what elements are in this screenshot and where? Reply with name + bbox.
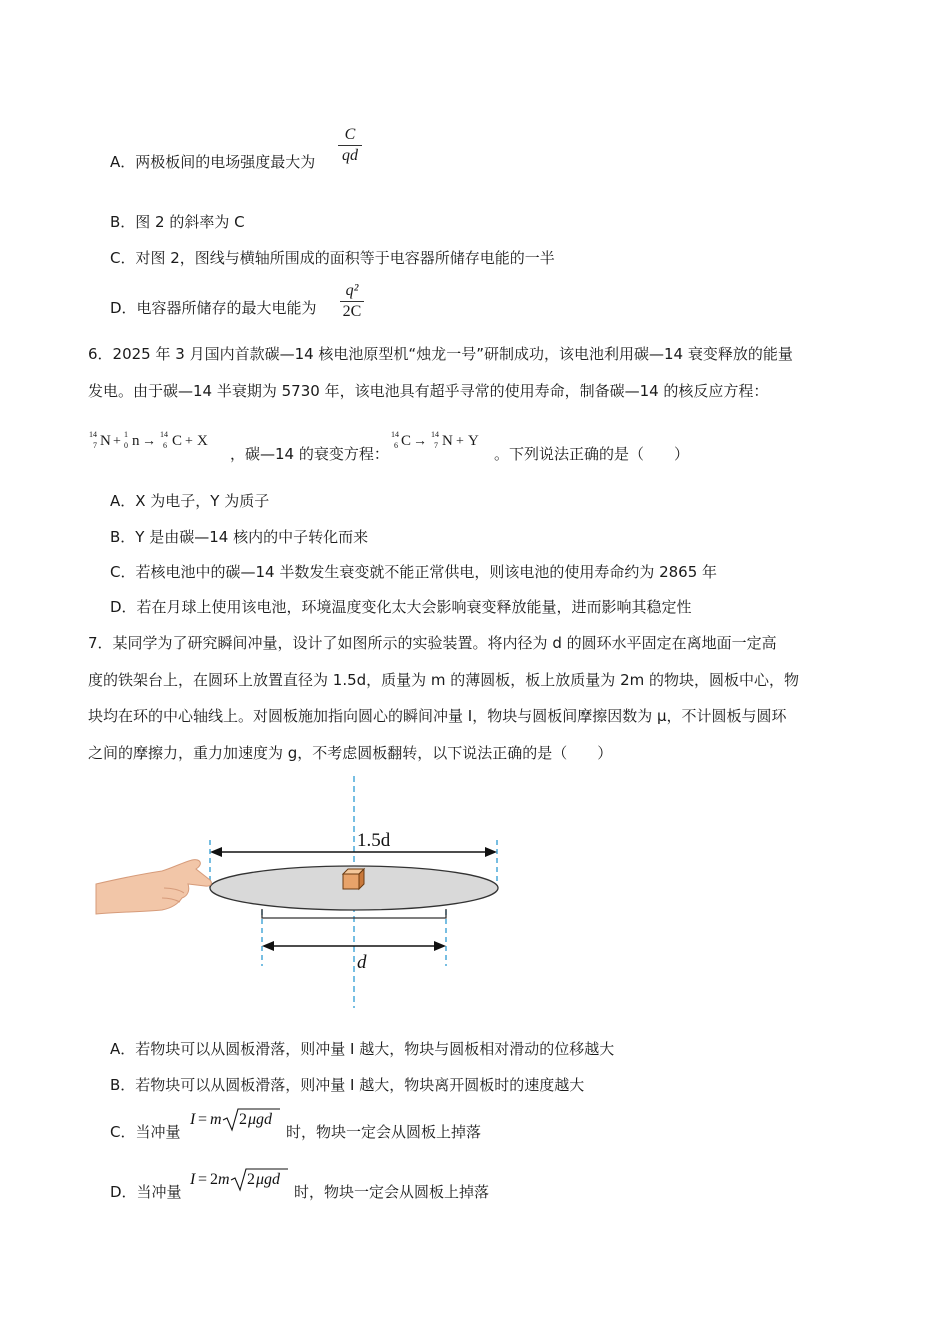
q6-option-d: D．若在月球上使用该电池，环境温度变化太大会影响衰变释放能量，进而影响其稳定性	[110, 598, 692, 616]
q7-option-d-formula-render	[188, 1166, 293, 1194]
q7-stem-line2: 度的铁架台上，在圆环上放置直径为 1.5d，质量为 m 的薄圆板，板上放质量为 2m 的物块，圆板中心，物	[88, 671, 799, 689]
q5-option-d-formula: q² 2C	[340, 282, 364, 321]
svg-text:C: C	[401, 433, 412, 449]
q7-option-d-formula	[188, 1166, 293, 1198]
svg-text:0: 0	[124, 441, 128, 450]
q5-option-c: C．对图 2，图线与横轴所围成的面积等于电容器所储存电能的一半	[110, 249, 555, 267]
q6-option-b: B．Y 是由碳—14 核内的中子转化而来	[110, 528, 369, 546]
svg-text:N: N	[442, 433, 453, 449]
svg-text:14: 14	[160, 430, 168, 439]
svg-text:N: N	[100, 433, 111, 449]
q6-stem-end: 。下列说法正确的是（ ）	[494, 445, 690, 463]
q7-option-c-formula	[188, 1106, 283, 1138]
svg-text:=: =	[198, 1171, 208, 1188]
svg-text:μgd: μgd	[256, 1171, 281, 1188]
svg-text:2: 2	[210, 1171, 218, 1188]
svg-text:X: X	[197, 433, 208, 449]
label-1-5d: 1.5d	[357, 830, 391, 851]
q6-option-c: C．若核电池中的碳—14 半数发生衰变就不能正常供电，则该电池的使用寿命约为 2865 年	[110, 563, 718, 581]
svg-text:14: 14	[431, 430, 439, 439]
q6-equation-formation-render	[88, 429, 228, 455]
hand-icon	[96, 860, 211, 914]
q6-option-a: A．X 为电子，Y 为质子	[110, 492, 270, 510]
svg-text:μgd: μgd	[248, 1111, 273, 1128]
q5-option-b: B．图 2 的斜率为 C	[110, 213, 245, 231]
q6-equation-formation	[88, 429, 228, 455]
block	[343, 869, 364, 889]
q7-figure-svg	[92, 776, 522, 1008]
arrowhead-left	[210, 847, 222, 857]
svg-text:I: I	[190, 1171, 196, 1188]
svg-text:6: 6	[163, 441, 167, 450]
svg-text:14: 14	[89, 430, 97, 439]
svg-text:14: 14	[391, 430, 399, 439]
svg-text:2: 2	[239, 1111, 247, 1128]
svg-text:I: I	[190, 1111, 196, 1128]
arrowhead-right	[485, 847, 497, 857]
q6-equation-decay-render	[390, 429, 500, 455]
svg-text:1: 1	[124, 430, 128, 439]
q7-stem-line1: 7．某同学为了研究瞬间冲量，设计了如图所示的实验装置。将内径为 d 的圆环水平固定在离地面一定高	[88, 634, 777, 652]
svg-text:Y: Y	[468, 433, 479, 449]
q7-option-c-pre: C．当冲量	[110, 1123, 181, 1141]
q6-stem-line2: 发电。由于碳—14 半衰期为 5730 年，该电池具有超乎寻常的使用寿命，制备碳—14 的核反应方程：	[88, 382, 769, 400]
q7-stem-line3: 块均在环的中心轴线上。对圆板施加指向圆心的瞬间冲量 I，物块与圆板间摩擦因数为 μ，不计圆板与圆环	[88, 707, 787, 725]
label-d: d	[357, 952, 367, 973]
q5-option-d: D．电容器所储存的最大电能为	[110, 299, 317, 317]
svg-text:+: +	[456, 434, 464, 449]
q6-stem-mid: ，碳—14 的衰变方程：	[230, 445, 389, 463]
svg-text:=: =	[198, 1111, 208, 1128]
svg-text:m: m	[210, 1111, 222, 1128]
q5-option-a-formula: C qd	[338, 126, 362, 165]
q7-option-c-formula-render	[188, 1106, 283, 1134]
q7-option-d-post: 时，物块一定会从圆板上掉落	[294, 1183, 490, 1201]
q6-stem-line1: 6．2025 年 3 月国内首款碳—14 核电池原型机“烛龙一号”研制成功，该电池利用碳—14 衰变释放的能量	[88, 345, 793, 363]
q5-option-a: A．两极板间的电场强度最大为	[110, 153, 316, 171]
svg-text:7: 7	[434, 441, 438, 450]
q6-equation-decay	[390, 429, 500, 455]
svg-text:+: +	[113, 434, 121, 449]
q7-option-a: A．若物块可以从圆板滑落，则冲量 I 越大，物块与圆板相对滑动的位移越大	[110, 1040, 615, 1058]
q7-option-c-post: 时，物块一定会从圆板上掉落	[286, 1123, 482, 1141]
svg-text:+: +	[185, 434, 193, 449]
svg-text:n: n	[132, 433, 140, 449]
svg-text:→: →	[413, 434, 427, 449]
q7-option-d-pre: D．当冲量	[110, 1183, 182, 1201]
q7-figure	[92, 776, 522, 1008]
svg-text:7: 7	[93, 441, 97, 450]
svg-text:2: 2	[247, 1171, 255, 1188]
q7-option-b: B．若物块可以从圆板滑落，则冲量 I 越大，物块离开圆板时的速度越大	[110, 1076, 585, 1094]
svg-text:6: 6	[394, 441, 398, 450]
svg-text:C: C	[172, 433, 183, 449]
q7-stem-line4: 之间的摩擦力，重力加速度为 g，不考虑圆板翻转，以下说法正确的是（ ）	[88, 744, 613, 762]
svg-text:m: m	[218, 1171, 230, 1188]
svg-text:→: →	[142, 434, 156, 449]
